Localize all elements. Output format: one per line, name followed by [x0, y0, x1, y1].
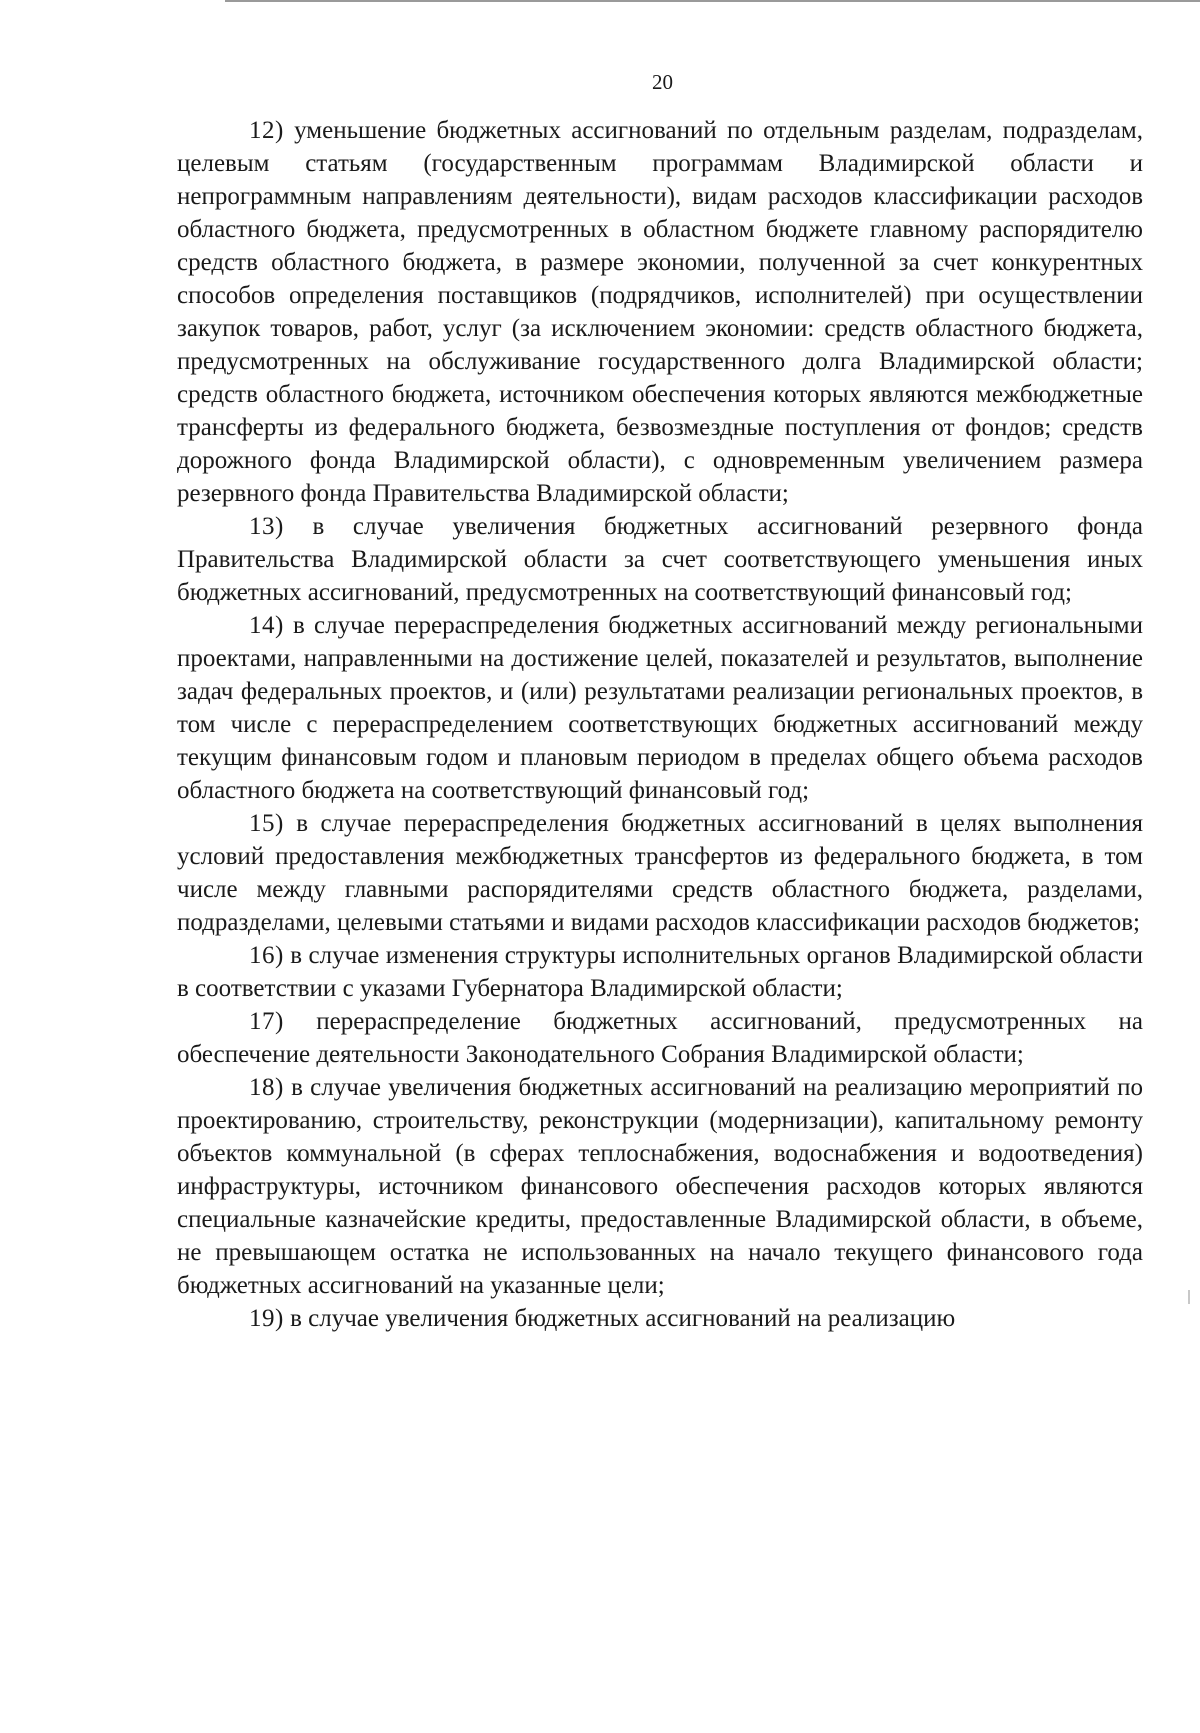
paragraph-text: в случае изменения структуры исполнительных органов Владимирской области в соответствии с указами Губернатора Владимирской области;: [177, 942, 1144, 1002]
paragraph-item-17: [177, 1005, 1143, 1071]
paragraph-number: 13): [249, 513, 284, 540]
paragraph-item-14: [177, 609, 1143, 807]
paragraph-text: в случае увеличения бюджетных ассигнований на реализацию: [290, 1305, 956, 1332]
document-body: [177, 114, 1143, 1335]
paragraph-item-18: [177, 1071, 1143, 1302]
top-edge-rule: [225, 0, 1200, 2]
paragraph-text: в случае перераспределения бюджетных ассигнований в целях выполнения условий предоставления межбюджетных трансфертов из федерального бюджета, в том числе между главными распорядителями средств областного бюджета, разделами, подразделами, целевыми статьями и видами расходов классификации расходов бюджетов;: [177, 810, 1143, 936]
paragraph-text: в случае увеличения бюджетных ассигнований резервного фонда Правительства Владимирской области за счет соответствующего уменьшения иных бюджетных ассигнований, предусмотренных на соответствующий финансовый год;: [177, 513, 1143, 606]
paragraph-number: 16): [249, 942, 284, 969]
paragraph-number: 12): [249, 117, 284, 144]
paragraph-number: 19): [249, 1305, 284, 1332]
paragraph-text: в случае увеличения бюджетных ассигнований на реализацию мероприятий по проектированию, строительству, реконструкции (модернизации), капитальному ремонту объектов коммунальной (в сферах теплоснабжения, водоснабжения и водоотведения) инфраструктуры, источником финансового обеспечения расходов которых являются специальные казначейские кредиты, предоставленные Владимирской области, в объеме, не превышающем остатка не использованных на начало текущего финансового года бюджетных ассигнований на указанные цели;: [177, 1074, 1143, 1299]
scan-artifact-mark: [1188, 1290, 1190, 1304]
paragraph-number: 17): [249, 1008, 284, 1035]
paragraph-text: в случае перераспределения бюджетных ассигнований между региональными проектами, направленными на достижение целей, показателей и результатов, выполнение задач федеральных проектов, и (или) результатами реализации региональных проектов, в том числе с перераспределением соответствующих бюджетных ассигнований между текущим финансовым годом и плановым периодом в пределах общего объема расходов областного бюджета на соответствующий финансовый год;: [177, 612, 1143, 804]
paragraph-number: 18): [249, 1074, 284, 1101]
page-number: 20: [652, 70, 673, 94]
paragraph-text: уменьшение бюджетных ассигнований по отдельным разделам, подразделам, целевым статьям (государственным программам Владимирской области и непрограммным направлениям деятельности), видам расходов классификации расходов областного бюджета, предусмотренных в областном бюджете главному распорядителю средств областного бюджета, в размере экономии, полученной за счет конкурентных способов определения поставщиков (подрядчиков, исполнителей) при осуществлении закупок товаров, работ, услуг (за исключением экономии: средств областного бюджета, предусмотренных на обслуживание государственного долга Владимирской области; средств областного бюджета, источником обеспечения которых являются межбюджетные трансферты из федерального бюджета, безвозмездные поступления от фондов; средств дорожного фонда Владимирской области), с одновременным увеличением размера резервного фонда Правительства Владимирской области;: [177, 117, 1144, 507]
paragraph-item-13: [177, 510, 1143, 609]
paragraph-item-15: [177, 807, 1143, 939]
paragraph-number: 15): [249, 810, 284, 837]
paragraph-item-19: [177, 1302, 1143, 1335]
paragraph-text: перераспределение бюджетных ассигнований, предусмотренных на обеспечение деятельности Законодательного Собрания Владимирской области;: [177, 1008, 1143, 1068]
paragraph-number: 14): [249, 612, 284, 639]
paragraph-item-12: [177, 114, 1143, 510]
paragraph-item-16: [177, 939, 1143, 1005]
